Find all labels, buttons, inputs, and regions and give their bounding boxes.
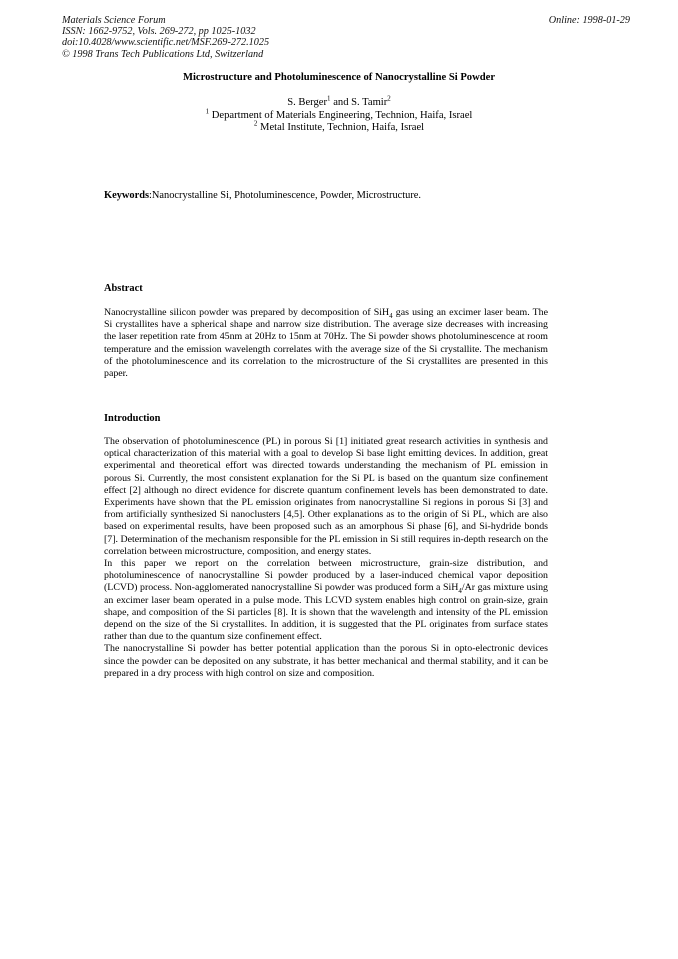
intro-subscript: 4 xyxy=(458,587,462,596)
introduction-body xyxy=(104,436,548,680)
author-1: S. Berger xyxy=(287,97,328,108)
intro-paragraph-2-a: In this paper we report on the correlation between microstructure, grain-size distribution, and photoluminescence of nanocrystalline Si powder produced by a laser-induced chemical vapor deposition (LCVD) process. Non-agglomerated nanocrystalline Si powder was produced form a SiH xyxy=(104,558,548,594)
affiliation-2-text: Metal Institute, Technion, Haifa, Israel xyxy=(257,122,425,134)
abstract-paragraph xyxy=(104,307,548,380)
affiliation-1-mark: 1 xyxy=(205,107,210,116)
keywords-line xyxy=(104,190,421,201)
issn-line: ISSN: 1662-9752, Vols. 269-272, pp 1025-1032 xyxy=(62,26,256,38)
intro-paragraph-2-b: /Ar gas mixture using an excimer laser beam operated in a pulse mode. This LCVD system enables high control on grain-size, grain shape, and composition of the Si particles [8]. It is shown that the wavelength and intensity of the PL emission depend on the size of the Si crystallites. In addition, it is suggested that the PL originates from surface states rather than due to the quantum size confinement effect. xyxy=(104,582,548,643)
paper-title: Microstructure and Photoluminescence of Nanocrystalline Si Powder xyxy=(182,72,496,83)
abstract-text-2: gas using an excimer laser beam. The Si crystallites have a spherical shape and narrow size distribution. The average size decreases with increasing the laser repetition rate from 45nm at 20Hz to 15nm at 70Hz. The Si powder shows photoluminescence at room temperature and the emission wavelength correlates with the average size of the Si crystallite. The mechanism of the photoluminescence and its correlation to the microstructure of the Si crystallites are presented in this paper. xyxy=(104,307,548,380)
affiliation-1 xyxy=(0,107,678,123)
author-1-mark: 1 xyxy=(327,94,331,103)
journal-name: Materials Science Forum xyxy=(62,15,166,26)
author-line xyxy=(0,94,678,110)
affiliation-1-text: Department of Materials Engineering, Technion, Haifa, Israel xyxy=(209,109,473,121)
online-date: Online: 1998-01-29 xyxy=(548,15,630,26)
keywords-label: Keywords xyxy=(104,190,150,201)
abstract-text-1: Nanocrystalline silicon powder was prepared by decomposition of SiH xyxy=(104,307,390,318)
intro-paragraph-3: The nanocrystalline Si powder has better potential application than the porous Si in opto-electronic devices since the powder can be deposited on any substrate, it has better mechanical and thermal stability, and it can be prepared in a dry process with high control on size and composition. xyxy=(104,643,548,679)
author-2-mark: 2 xyxy=(387,94,391,103)
journal-header xyxy=(62,15,269,60)
introduction-heading: Introduction xyxy=(104,413,161,424)
intro-paragraph-2 xyxy=(104,558,548,643)
keywords-text: :Nanocrystalline Si, Photoluminescence, Powder, Microstructure. xyxy=(149,190,422,201)
copyright-line: © 1998 Trans Tech Publications Ltd, Switzerland xyxy=(62,48,264,60)
author-2: and S. Tamir xyxy=(330,97,388,108)
abstract-heading: Abstract xyxy=(104,283,143,294)
doi-link[interactable]: doi:10.4028/www.scientific.net/MSF.269-272.1025 xyxy=(62,37,270,49)
affiliation-2 xyxy=(0,119,678,135)
affiliation-2-mark: 2 xyxy=(253,119,258,128)
author-block xyxy=(0,94,678,135)
abstract-subscript: 4 xyxy=(389,311,393,320)
intro-paragraph-1: The observation of photoluminescence (PL) in porous Si [1] initiated great research activities in synthesis and optical characterization of this material with a goal to develop Si base light emitting devices. In addition, great experimental and theoretical effort was directed towards understanding the mechanism of PL emission in porous Si. Currently, the most consistent explanation for the Si PL is based on the quantum size confinement effect [2] although no direct evidence for discrete quantum confinement levels has been demonstrated to date. Experiments have shown that the PL emission originates from nanocrystalline Si regions in porous Si [3] and from artificially synthesized Si nanoclusters [4,5]. Other explanations as to the origin of Si PL, which are also based on experimental results, have been proposed such as an amorphous Si phase [6], and Si-hydride bonds [7]. Determination of the mechanism responsible for the PL emission in Si still requires in-depth research on the correlation between microstructure, composition, and energy states. xyxy=(104,436,548,557)
abstract-body xyxy=(104,307,548,380)
